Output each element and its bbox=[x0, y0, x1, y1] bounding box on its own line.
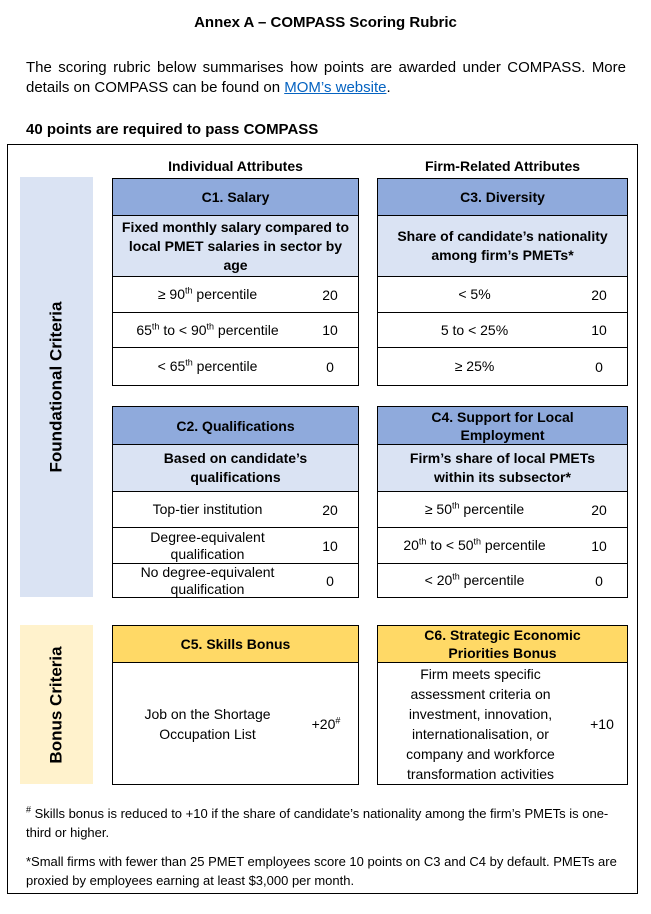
table-row bbox=[113, 277, 358, 313]
row-points: 10 bbox=[322, 322, 338, 338]
foundational-criteria-label: Foundational Criteria bbox=[20, 177, 93, 597]
row-points: 0 bbox=[326, 358, 334, 375]
row-label: < 5% bbox=[458, 286, 491, 302]
row-points: 0 bbox=[595, 358, 603, 375]
c4-subtitle: Firm’s share of local PMETs within its subsector* bbox=[378, 445, 627, 492]
table-row bbox=[378, 663, 627, 784]
c4-title: C4. Support for Local Employment bbox=[378, 407, 627, 445]
c3-diversity-box bbox=[377, 178, 628, 386]
row-points: +20# bbox=[311, 714, 341, 732]
row-points: 20 bbox=[322, 501, 338, 518]
row-label: Job on the Shortage Occupation List bbox=[144, 705, 271, 742]
row-points: 10 bbox=[322, 537, 338, 554]
row-label: ≥ 25% bbox=[454, 358, 495, 374]
row-label: ≥ 90th percentile bbox=[157, 285, 258, 302]
c4-local-employment-box bbox=[377, 406, 628, 598]
mom-website-link[interactable]: MOM’s website bbox=[284, 79, 387, 96]
individual-attributes-heading: Individual Attributes bbox=[168, 158, 303, 174]
row-label: Degree-equivalent qualification bbox=[150, 528, 265, 562]
row-label: 5 to < 25% bbox=[440, 321, 509, 338]
c2-title: C2. Qualifications bbox=[113, 407, 358, 445]
table-row bbox=[378, 564, 627, 597]
table-row bbox=[113, 492, 358, 528]
row-label: < 65th percentile bbox=[157, 357, 258, 374]
c1-salary-box bbox=[112, 178, 359, 386]
pass-requirement: 40 points are required to pass COMPASS bbox=[26, 121, 319, 138]
intro-paragraph bbox=[26, 58, 626, 98]
c2-subtitle: Based on candidate’s qualifications bbox=[113, 445, 358, 492]
row-label: Top-tier institution bbox=[152, 501, 263, 517]
table-row bbox=[113, 564, 358, 597]
row-label: Firm meets specific assessment criteria on investment, innovation, internationalisation, or company and workforce transformation activities bbox=[406, 665, 555, 782]
row-points: 0 bbox=[326, 572, 334, 589]
c5-title: C5. Skills Bonus bbox=[113, 626, 358, 663]
c2-qualifications-box bbox=[112, 406, 359, 598]
c1-title: C1. Salary bbox=[113, 179, 358, 216]
footnote-star: *Small firms with fewer than 25 PMET employees score 10 points on C3 and C4 by default. PMETs are proxied by employees earning at least $3,000 per month. bbox=[26, 854, 617, 888]
table-row bbox=[113, 528, 358, 564]
row-points: 0 bbox=[595, 572, 603, 589]
row-label: < 20th percentile bbox=[424, 571, 525, 588]
intro-text: The scoring rubric below summarises how points are awarded under COMPASS. More details on COMPASS can be found on bbox=[26, 59, 626, 96]
table-row bbox=[113, 313, 358, 348]
table-row bbox=[378, 528, 627, 564]
page-title: Annex A – COMPASS Scoring Rubric bbox=[194, 14, 457, 31]
table-row bbox=[378, 277, 627, 313]
row-label: 20th to < 50th percentile bbox=[403, 536, 546, 553]
table-row bbox=[113, 348, 358, 385]
table-row bbox=[113, 663, 358, 784]
firm-attributes-heading: Firm-Related Attributes bbox=[424, 158, 581, 174]
row-label: 65th to < 90th percentile bbox=[136, 320, 279, 338]
row-points: 20 bbox=[591, 501, 607, 518]
table-row bbox=[378, 313, 627, 348]
row-label: No degree-equivalent qualification bbox=[140, 564, 275, 597]
c3-subtitle: Share of candidate’s nationality among firm’s PMETs* bbox=[378, 216, 627, 277]
row-points: 10 bbox=[591, 537, 607, 554]
row-points: 20 bbox=[591, 286, 607, 303]
row-label: ≥ 50th percentile bbox=[424, 500, 525, 517]
table-row bbox=[378, 492, 627, 528]
table-row bbox=[378, 348, 627, 385]
c6-title: C6. Strategic Economic Priorities Bonus bbox=[378, 626, 627, 663]
c5-skills-bonus-box bbox=[112, 625, 359, 785]
footnote-hash: # Skills bonus is reduced to +10 if the share of candidate’s nationality among the firm’s PMETs is one-third or higher. bbox=[26, 804, 609, 840]
bonus-criteria-label: Bonus Criteria bbox=[20, 625, 93, 784]
row-points: +10 bbox=[590, 715, 614, 732]
row-points: 20 bbox=[322, 286, 338, 303]
intro-suffix: . bbox=[386, 79, 391, 96]
c1-subtitle: Fixed monthly salary compared to local PMET salaries in sector by age bbox=[113, 216, 358, 277]
c6-strategic-bonus-box bbox=[377, 625, 628, 785]
row-points: 10 bbox=[591, 322, 607, 338]
c3-title: C3. Diversity bbox=[378, 179, 627, 216]
